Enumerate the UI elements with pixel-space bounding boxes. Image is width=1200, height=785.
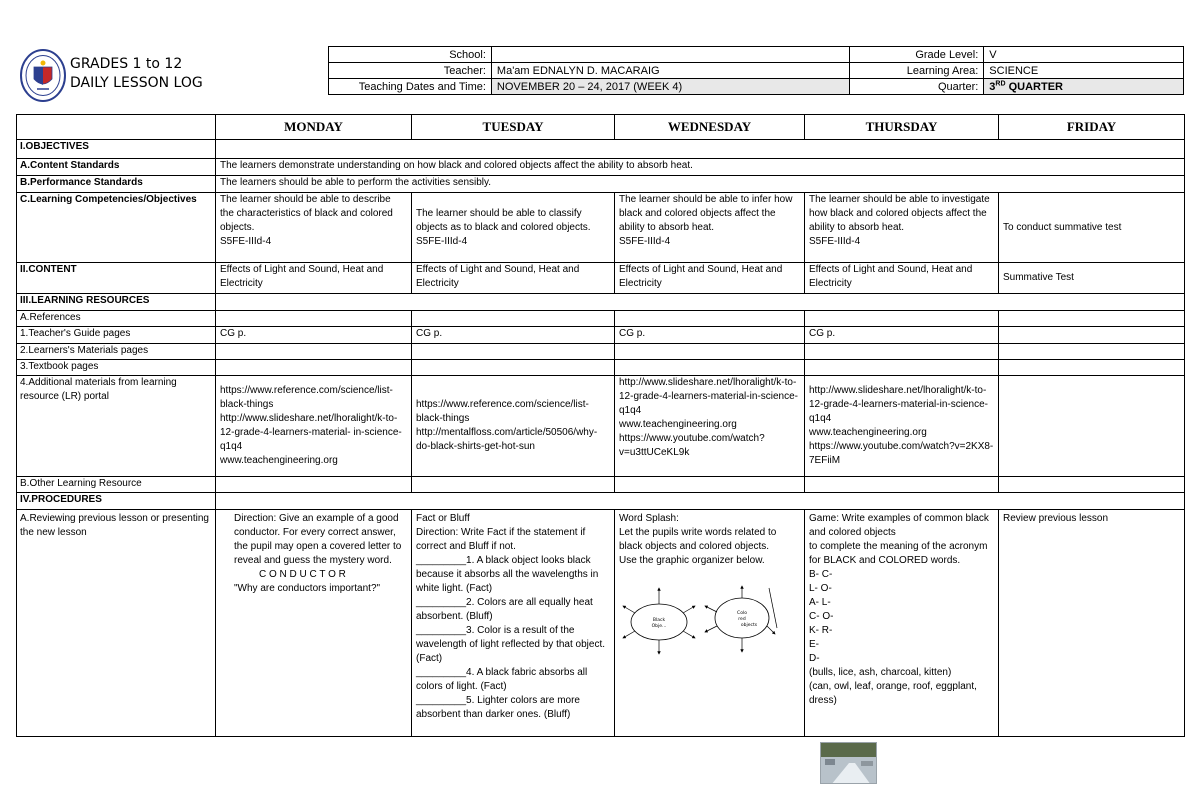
other-resource-label: B.Other Learning Resource — [17, 477, 216, 493]
corner-cell — [17, 115, 216, 140]
day-header-monday: MONDAY — [216, 115, 412, 140]
resource-link[interactable]: https://www.youtube.com/watch?v=2KX8-7EFiiM — [809, 441, 994, 466]
graphic-organizer — [619, 580, 799, 658]
review-question: "Why are conductors important?" — [234, 583, 381, 594]
empty-cell — [216, 140, 1185, 159]
learners-materials-label: 2.Learners's Materials pages — [17, 344, 216, 360]
competency-text: The learner should be able to describe the characteristics of black and colored objects. — [220, 194, 393, 233]
competency-friday — [999, 193, 1185, 263]
table-row — [17, 294, 1185, 311]
additional-thursday — [805, 376, 999, 477]
review-item: _________3. Color is a result of the wavelength of light reflected by that object. (Fact) — [416, 625, 606, 664]
empty-cell — [999, 360, 1185, 376]
empty-cell — [216, 311, 412, 327]
empty-cell — [999, 311, 1185, 327]
review-instruction: Use the graphic organizer below. — [619, 555, 765, 566]
review-title: Word Splash: — [619, 513, 679, 524]
quarter-label: Quarter: — [850, 79, 984, 95]
performance-standards-label: B.Performance Standards — [17, 176, 216, 193]
review-direction: to complete the meaning of the acronym for BLACK and COLORED words. — [809, 541, 988, 566]
empty-cell — [412, 360, 615, 376]
table-row — [17, 176, 1185, 193]
day-header-thursday: THURSDAY — [805, 115, 999, 140]
quarter-word: QUARTER — [1005, 80, 1063, 93]
empty-cell — [216, 493, 1185, 510]
organizer-label: Obje... — [651, 624, 667, 629]
competency-text: The learner should be able to infer how black and colored objects affect the ability to absorb heat. — [619, 194, 793, 233]
thumbnail-photo-icon — [821, 743, 877, 784]
empty-cell — [615, 360, 805, 376]
grade-level-label: Grade Level: — [850, 47, 984, 63]
empty-cell — [412, 311, 615, 327]
acronym-line: C- O- — [809, 611, 834, 622]
table-row — [17, 493, 1185, 510]
competency-tuesday — [412, 193, 615, 263]
empty-cell — [805, 360, 999, 376]
tg-wednesday: CG p. — [615, 327, 805, 344]
content-thursday: Effects of Light and Sound, Heat and Electricity — [805, 263, 999, 294]
additional-monday — [216, 376, 412, 477]
competency-code: S5FE-IIId-4 — [416, 235, 468, 247]
resource-link[interactable]: www.teachengineering.org — [809, 427, 927, 438]
textbook-pages-label: 3.Textbook pages — [17, 360, 216, 376]
content-tuesday: Effects of Light and Sound, Heat and Electricity — [412, 263, 615, 294]
teacher-label: Teacher: — [329, 63, 492, 79]
procedures-heading: IV.PROCEDURES — [17, 493, 216, 510]
empty-cell — [805, 344, 999, 360]
review-tuesday — [412, 510, 615, 737]
learning-area-label: Learning Area: — [850, 63, 984, 79]
answer-list: (bulls, lice, ash, charcoal, kitten) — [809, 667, 952, 678]
preview-thumbnail-image — [820, 742, 877, 784]
review-thursday — [805, 510, 999, 737]
quarter-suffix: RD — [995, 79, 1006, 87]
empty-cell — [615, 477, 805, 493]
references-label: A.References — [17, 311, 216, 327]
empty-cell — [216, 360, 412, 376]
school-label: School: — [329, 47, 492, 63]
empty-cell — [999, 477, 1185, 493]
content-friday: Summative Test — [999, 263, 1185, 294]
empty-cell — [615, 344, 805, 360]
review-item: _________2. Colors are all equally heat absorbent. (Bluff) — [416, 597, 593, 622]
review-item: _________1. A black object looks black because it absorbs all the wavelengths in white light. (Fact) — [416, 555, 599, 594]
competency-code: S5FE-IIId-4 — [220, 236, 272, 247]
competency-text: The learner should be able to investigate how black and colored objects affect the ability to absorb heat. — [809, 194, 990, 233]
content-label: II.CONTENT — [17, 263, 216, 294]
acronym-line: D- — [809, 653, 820, 664]
header-info-table — [328, 46, 1184, 95]
review-title: Fact or Bluff — [416, 513, 470, 524]
resource-link[interactable]: http://www.slideshare.net/lhoralight/k-to-12-grade-4-learners-material-in-science-q1q4 — [619, 377, 798, 416]
organizer-label: Colo — [737, 611, 747, 616]
content-wednesday: Effects of Light and Sound, Heat and Electricity — [615, 263, 805, 294]
day-header-wednesday: WEDNESDAY — [615, 115, 805, 140]
organizer-black-objects — [623, 588, 695, 654]
resource-link[interactable]: https://www.youtube.com/watch?v=u3ttUCeKL9k — [619, 433, 765, 458]
objectives-heading: I.OBJECTIVES — [17, 140, 216, 159]
table-row — [17, 311, 1185, 327]
organizer-label: red — [738, 617, 746, 622]
review-title: Game: Write examples of common black and colored objects — [809, 513, 989, 538]
dates-value: NOVEMBER 20 – 24, 2017 (WEEK 4) — [491, 79, 850, 95]
empty-cell — [805, 477, 999, 493]
deped-seal-icon — [20, 49, 66, 102]
competency-text: The learner should be able to classify objects as to black and colored objects. — [416, 207, 591, 233]
title-line-2: DAILY LESSON LOG — [70, 75, 203, 91]
tg-tuesday: CG p. — [412, 327, 615, 344]
school-value — [491, 47, 850, 63]
acronym-line: A- L- — [809, 597, 831, 608]
table-row — [17, 159, 1185, 176]
additional-materials-label: 4.Additional materials from learning resource (LR) portal — [17, 376, 216, 477]
acronym-line: K- R- — [809, 625, 833, 636]
content-standards-label: A.Content Standards — [17, 159, 216, 176]
empty-cell — [805, 311, 999, 327]
review-monday — [216, 510, 412, 737]
review-direction: Let the pupils write words related to black objects and colored objects. — [619, 527, 777, 552]
acronym-line: L- O- — [809, 583, 832, 594]
acronym-line: E- — [809, 639, 819, 650]
empty-cell — [216, 344, 412, 360]
document-title — [70, 55, 203, 93]
resource-link[interactable]: https://www.reference.com/science/list-black-things — [220, 385, 393, 410]
tg-friday — [999, 327, 1185, 344]
day-header-friday: FRIDAY — [999, 115, 1185, 140]
resource-link[interactable]: www.teachengineering.org — [619, 419, 737, 430]
review-item: _________4. A black fabric absorbs all colors of light. (Fact) — [416, 667, 588, 692]
quarter-value — [984, 79, 1184, 95]
mystery-word: C O N D U C T O R — [259, 569, 346, 580]
organizer-label: objects — [740, 623, 758, 628]
review-wednesday — [615, 510, 805, 737]
table-row — [17, 140, 1185, 159]
additional-wednesday — [615, 376, 805, 477]
table-row — [17, 360, 1185, 376]
table-row — [17, 344, 1185, 360]
organizer-label: Black — [652, 618, 666, 623]
review-direction: Direction: Give an example of a good conductor. For every correct answer, the pupil may open a covered letter to reveal and guess the mystery word. — [234, 513, 402, 566]
table-row — [17, 193, 1185, 263]
competency-text: To conduct summative test — [1003, 221, 1122, 233]
teacher-value: Ma'am EDNALYN D. MACARAIG — [491, 63, 850, 79]
empty-cell — [615, 311, 805, 327]
review-item: _________5. Lighter colors are more absorbent than darker ones. (Bluff) — [416, 695, 580, 720]
tg-monday: CG p. — [216, 327, 412, 344]
additional-friday — [999, 376, 1185, 477]
resource-link[interactable]: http://mentalfloss.com/article/50506/why-do-black-shirts-get-hot-sun — [416, 427, 598, 452]
resource-link[interactable]: http://www.slideshare.net/lhoralight/k-to-12-grade-4-learners-material- in-science-q1q4 — [220, 413, 402, 452]
acronym-line: B- C- — [809, 569, 833, 580]
table-row — [17, 376, 1185, 477]
teachers-guide-label: 1.Teacher's Guide pages — [17, 327, 216, 344]
review-direction: Direction: Write Fact if the statement if correct and Bluff if not. — [416, 527, 586, 552]
resource-link[interactable]: www.teachengineering.org — [220, 455, 338, 466]
empty-cell — [216, 294, 1185, 311]
dates-label: Teaching Dates and Time: — [329, 79, 492, 95]
table-row — [17, 510, 1185, 737]
table-row — [17, 263, 1185, 294]
content-standards-text: The learners demonstrate understanding on how black and colored objects affect the ability to absorb heat. — [216, 159, 1185, 176]
resource-link[interactable]: https://www.reference.com/science/list-black-things — [416, 399, 589, 424]
day-header-tuesday: TUESDAY — [412, 115, 615, 140]
learning-area-value: SCIENCE — [984, 63, 1184, 79]
performance-standards-text: The learners should be able to perform the activities sensibly. — [216, 176, 1185, 193]
empty-cell — [412, 344, 615, 360]
organizer-colored-objects — [705, 586, 777, 652]
table-row — [17, 327, 1185, 344]
resource-link[interactable]: http://www.slideshare.net/lhoralight/k-to-12-grade-4-learners-material-in-science-q1q4 — [809, 385, 988, 424]
title-line-1: GRADES 1 to 12 — [70, 56, 183, 72]
competencies-label: C.Learning Competencies/Objectives — [17, 193, 216, 263]
quarter-number: 3 — [989, 80, 996, 93]
table-row — [17, 477, 1185, 493]
empty-cell — [216, 477, 412, 493]
empty-cell — [412, 477, 615, 493]
competency-wednesday — [615, 193, 805, 263]
reviewing-lesson-label: A.Reviewing previous lesson or presenting the new lesson — [17, 510, 216, 737]
competency-thursday — [805, 193, 999, 263]
review-friday: Review previous lesson — [999, 510, 1185, 737]
tg-thursday: CG p. — [805, 327, 999, 344]
empty-cell — [999, 344, 1185, 360]
learning-resources-heading: III.LEARNING RESOURCES — [17, 294, 216, 311]
lesson-log-table — [16, 114, 1185, 737]
answer-list: (can, owl, leaf, orange, roof, eggplant, dress) — [809, 681, 977, 706]
additional-tuesday — [412, 376, 615, 477]
grade-level-value: V — [984, 47, 1184, 63]
day-header-row — [17, 115, 1185, 140]
competency-monday — [216, 193, 412, 263]
competency-code: S5FE-IIId-4 — [809, 236, 861, 247]
competency-code: S5FE-IIId-4 — [619, 236, 671, 247]
content-monday: Effects of Light and Sound, Heat and Electricity — [216, 263, 412, 294]
